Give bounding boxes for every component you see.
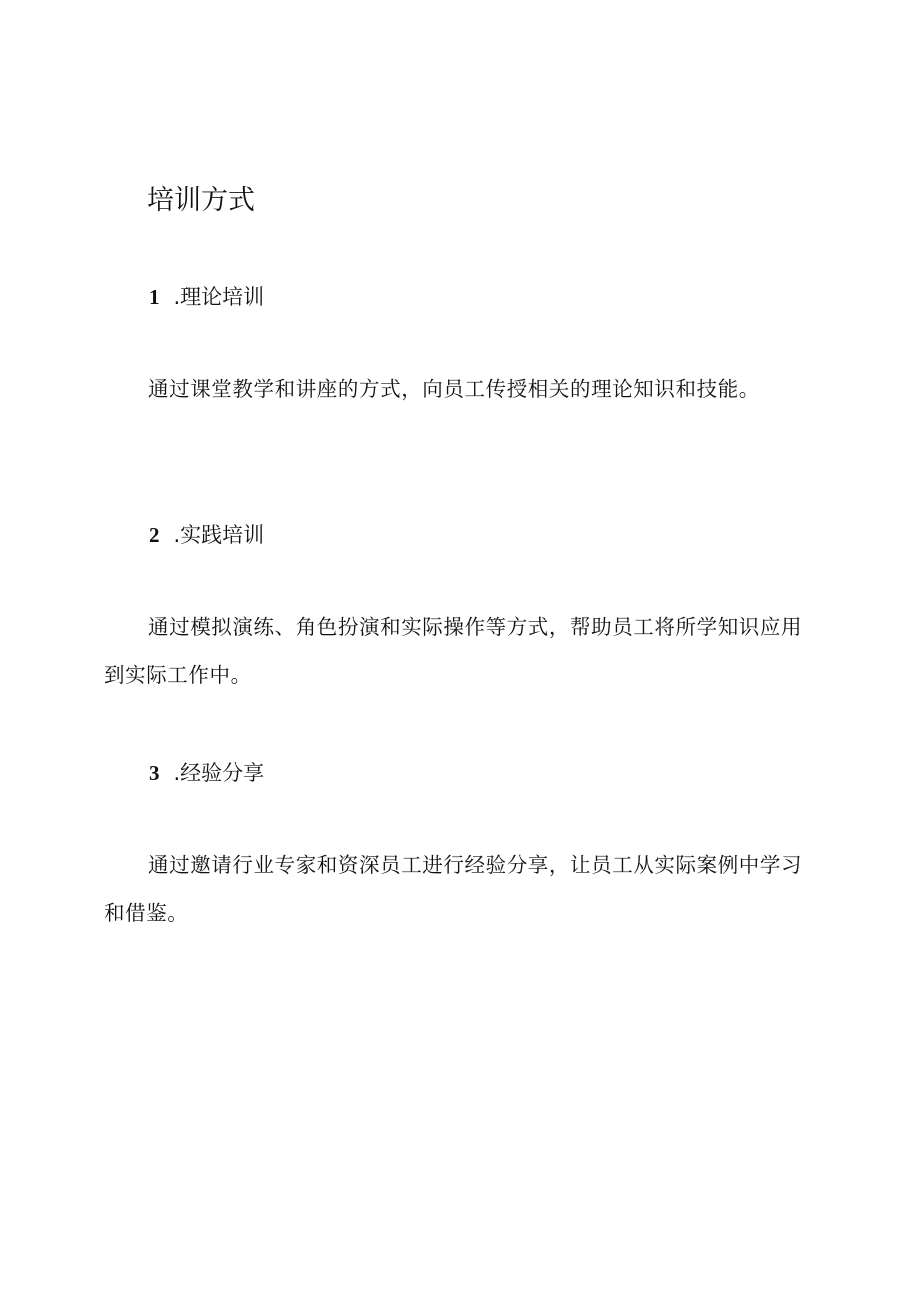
- section-heading: [104, 282, 804, 312]
- section-practice-training: [104, 520, 804, 687]
- section-number: 2: [149, 523, 160, 547]
- section-title: .经验分享: [173, 761, 265, 785]
- section-number: 3: [149, 761, 160, 785]
- section-number: 1: [149, 285, 160, 309]
- section-body: 通过课堂教学和讲座的方式，向员工传授相关的理论知识和技能。: [148, 377, 760, 401]
- section-experience-sharing: [104, 758, 804, 925]
- section-title: .实践培训: [173, 523, 265, 547]
- section-body: 通过邀请行业专家和资深员工进行经验分享，让员工从实际案例中学习和借鉴。: [104, 853, 803, 925]
- page-title: 培训方式: [147, 185, 255, 216]
- section-heading: [104, 758, 804, 788]
- section-theory-training: [104, 282, 804, 401]
- section-body: 通过模拟演练、角色扮演和实际操作等方式，帮助员工将所学知识应用到实际工作中。: [104, 615, 803, 687]
- section-heading: [104, 520, 804, 550]
- section-title: .理论培训: [173, 285, 265, 309]
